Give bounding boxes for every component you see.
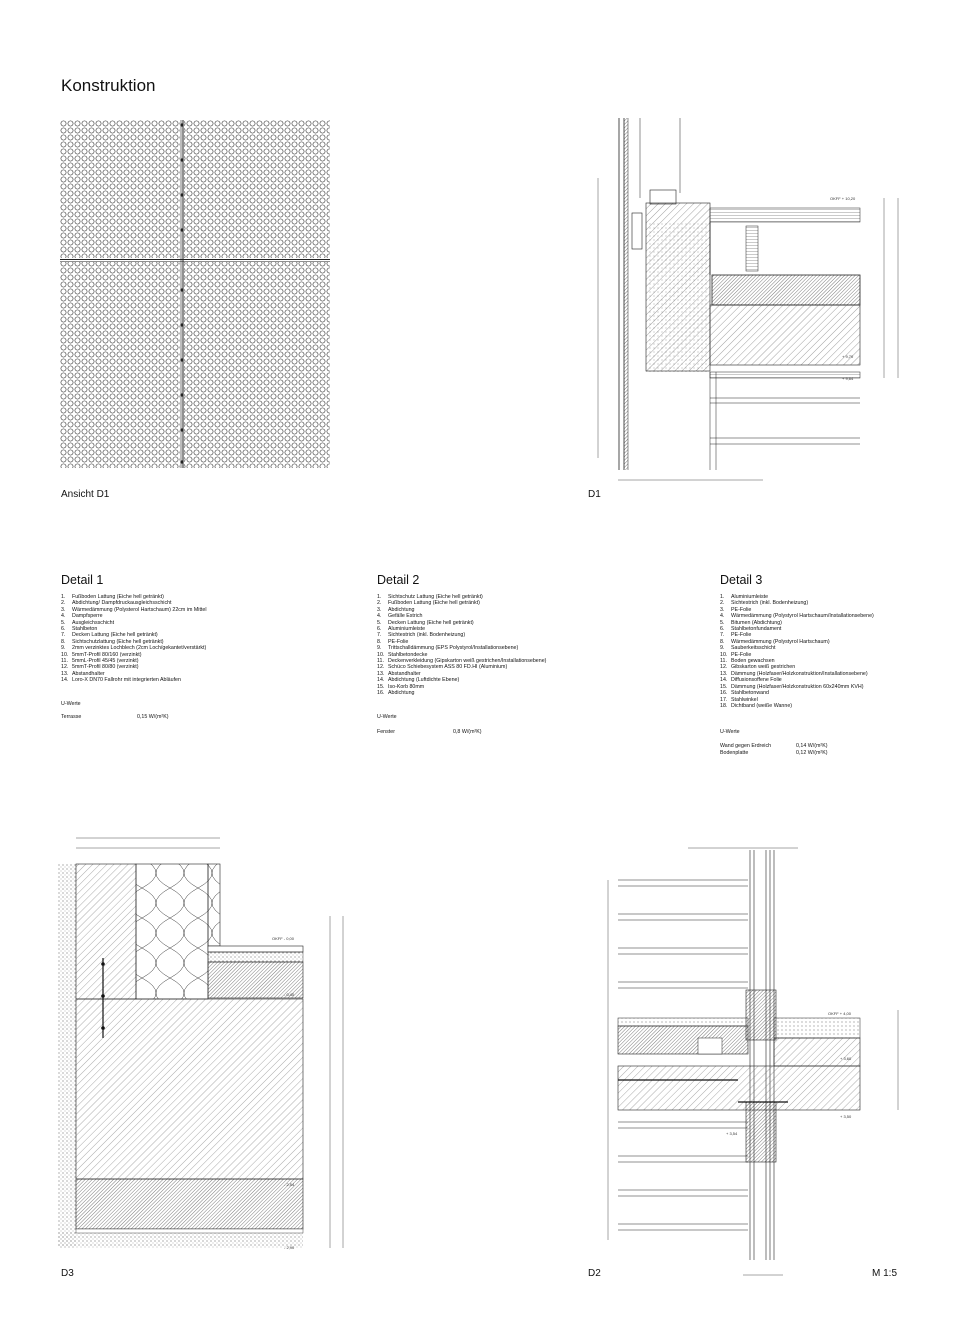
- list-item: 14. Diffusionsoffene Folie: [720, 677, 782, 684]
- list-item: 6. Aluminiumleiste: [377, 626, 426, 633]
- scale-label: M 1:5: [872, 1268, 898, 1279]
- list-item: 8. Sichtschutzlattung (Eiche hell getränkt): [61, 638, 164, 645]
- list-item: 7. Decken Lattung (Eiche hell getränkt): [61, 632, 158, 639]
- list-item: 2. Fußboden Lattung (Eiche hell getränkt): [377, 600, 480, 607]
- list-item: 3. PE-Folie: [720, 606, 752, 613]
- detail-2-u-heading: U-Werte: [377, 714, 397, 720]
- detail-1-u-row: Terrasse 0,15 W/(m²K): [61, 714, 169, 720]
- list-item: 4. Gefälle Estrich: [377, 613, 423, 620]
- detail-1-u-heading: U-Werte: [61, 701, 81, 707]
- d3-level-b: - 2,54: [284, 1182, 295, 1187]
- d1-drawing: [588, 118, 918, 490]
- list-item: 13. Dämmung (Holzfaser/Holzkonstruktion/Installationsebene): [720, 670, 868, 677]
- list-item: 12. Gibskarton weiß gestrichen: [720, 664, 796, 671]
- detail-2-list: [377, 594, 546, 697]
- list-item: 3. Abdichtung: [377, 606, 415, 613]
- d3-level-c: - 2,90: [284, 1245, 295, 1250]
- detail-1-list: [61, 594, 207, 684]
- list-item: 18. Dichtband (weiße Wanne): [720, 702, 793, 709]
- d3-level-a: - 0,40: [284, 992, 295, 997]
- list-item: 1. Sichtschutz Lattung (Eiche hell getränkt): [377, 594, 483, 600]
- list-item: 11. Boden gewachsen: [720, 658, 775, 665]
- list-item: 6. Stahlbeton: [61, 626, 98, 633]
- list-item: 6. Stahlbetonfundament: [720, 626, 782, 633]
- list-item: 8. Wärmedämmung (Polystyrol Hartschaum): [720, 638, 830, 645]
- list-item: 9. 2mm verzinktes Lochblech (2cm Loch/gekantet/verstärkt): [61, 645, 207, 652]
- list-item: 5. Ausgleichsschicht: [61, 619, 115, 626]
- detail-3-u-row-2: Bodenplatte 0,12 W/(m²K): [720, 750, 828, 756]
- detail-2-u-row: Fenster 0,8 W/(m²K): [377, 729, 482, 735]
- d2-level-b: + 3,54: [726, 1131, 738, 1136]
- list-item: 1. Fußboden Lattung (Eiche hell getränkt): [61, 594, 164, 600]
- list-item: 10. PE-Folie: [720, 651, 752, 658]
- d3-okff-label: OKFF - 0,00: [272, 936, 295, 941]
- list-item: 4. Dampfsperre: [61, 613, 103, 620]
- d2-okff-label: OKFF + 4,00: [828, 1011, 852, 1016]
- list-item: 7. PE-Folie: [720, 632, 752, 639]
- list-item: 16. Abdichtung: [377, 690, 415, 697]
- list-item: 2. Abdichtung/ Dampfdruckausgleichsschicht: [61, 600, 172, 607]
- list-item: 15. Dämmung (Holzfaser/Holzkonstruktion 60x240mm KVH): [720, 683, 864, 690]
- detail-3-u-heading: U-Werte: [720, 729, 740, 735]
- list-item: 8. PE-Folie: [377, 638, 409, 645]
- list-item: 11. Deckenverkleidung (Gipskarton weiß gestrichen/Installationsebene): [377, 658, 547, 665]
- list-item: 12. Schüco Schiebesystem ASS 80 FD.HI (Aluminium): [377, 664, 508, 671]
- ansicht-d1-caption: Ansicht D1: [61, 489, 110, 500]
- list-item: 10. Stahlbetondecke: [377, 651, 428, 658]
- list-item: 15. Iso-Korb 80mm: [377, 683, 425, 690]
- d1-okff-label: OKFF + 10,20: [830, 196, 856, 201]
- list-item: 12. 5mmT-Profil 80/80 (verzinkt): [61, 664, 139, 671]
- d1-level-a: + 9,70: [842, 354, 854, 359]
- d2-caption: D2: [588, 1268, 601, 1279]
- d2-level-a: + 3,60: [840, 1056, 852, 1061]
- d2-level-c: + 3,50: [840, 1114, 852, 1119]
- detail-2-title: Detail 2: [377, 573, 420, 587]
- detail-3-title: Detail 3: [720, 573, 763, 587]
- d1-level-b: + 9,64: [842, 376, 854, 381]
- list-item: 1. Aluminiumleiste: [720, 594, 769, 600]
- d2-drawing: [588, 840, 918, 1280]
- list-item: 9. Trittschalldämmung (EPS Polystyrol/Installationsebene): [377, 645, 519, 652]
- list-item: 3. Wärmedämmung (Polysterol Hartschaum) 22cm im Mittel: [61, 606, 207, 613]
- list-item: 17. Stahlwinkel: [720, 696, 758, 703]
- list-item: 11. 5mmL-Profil 45/45 (verzinkt): [61, 658, 139, 665]
- detail-3-list: [720, 594, 874, 709]
- list-item: 14. Abdichtung (Luftdichte Ebene): [377, 677, 460, 684]
- list-item: 9. Sauberkeitsschicht: [720, 645, 776, 652]
- d3-caption: D3: [61, 1268, 74, 1279]
- d3-drawing: [58, 828, 358, 1258]
- list-item: 4. Wärmedämmung (Polystyrol Hartschaum/Installationsebene): [720, 613, 874, 620]
- page-title: Konstruktion: [61, 76, 156, 95]
- detail-1-title: Detail 1: [61, 573, 104, 587]
- list-item: 7. Sichtestrich (inkl. Bodenheizung): [377, 632, 466, 639]
- list-item: 5. Decken Lattung (Eiche hell getränkt): [377, 619, 474, 626]
- list-item: 2. Sichtestrich (inkl. Bodenheizung): [720, 600, 809, 607]
- detail-3-u-row-1: Wand gegen Erdreich 0,14 W/(m²K): [720, 743, 828, 749]
- list-item: 14. Loro-X DN70 Fallrohr mit integrierten Abläufen: [61, 677, 181, 684]
- ansicht-d1-drawing: [60, 120, 330, 470]
- list-item: 13. Abstandhalter: [377, 670, 421, 677]
- list-item: 10. 5mmT-Profil 80/160 (verzinkt): [61, 651, 142, 658]
- list-item: 5. Bitumen (Abdichtung): [720, 619, 782, 626]
- d1-caption: D1: [588, 489, 601, 500]
- list-item: 13. Abstandhalter: [61, 670, 105, 677]
- list-item: 16. Stahlbetonwand: [720, 690, 769, 697]
